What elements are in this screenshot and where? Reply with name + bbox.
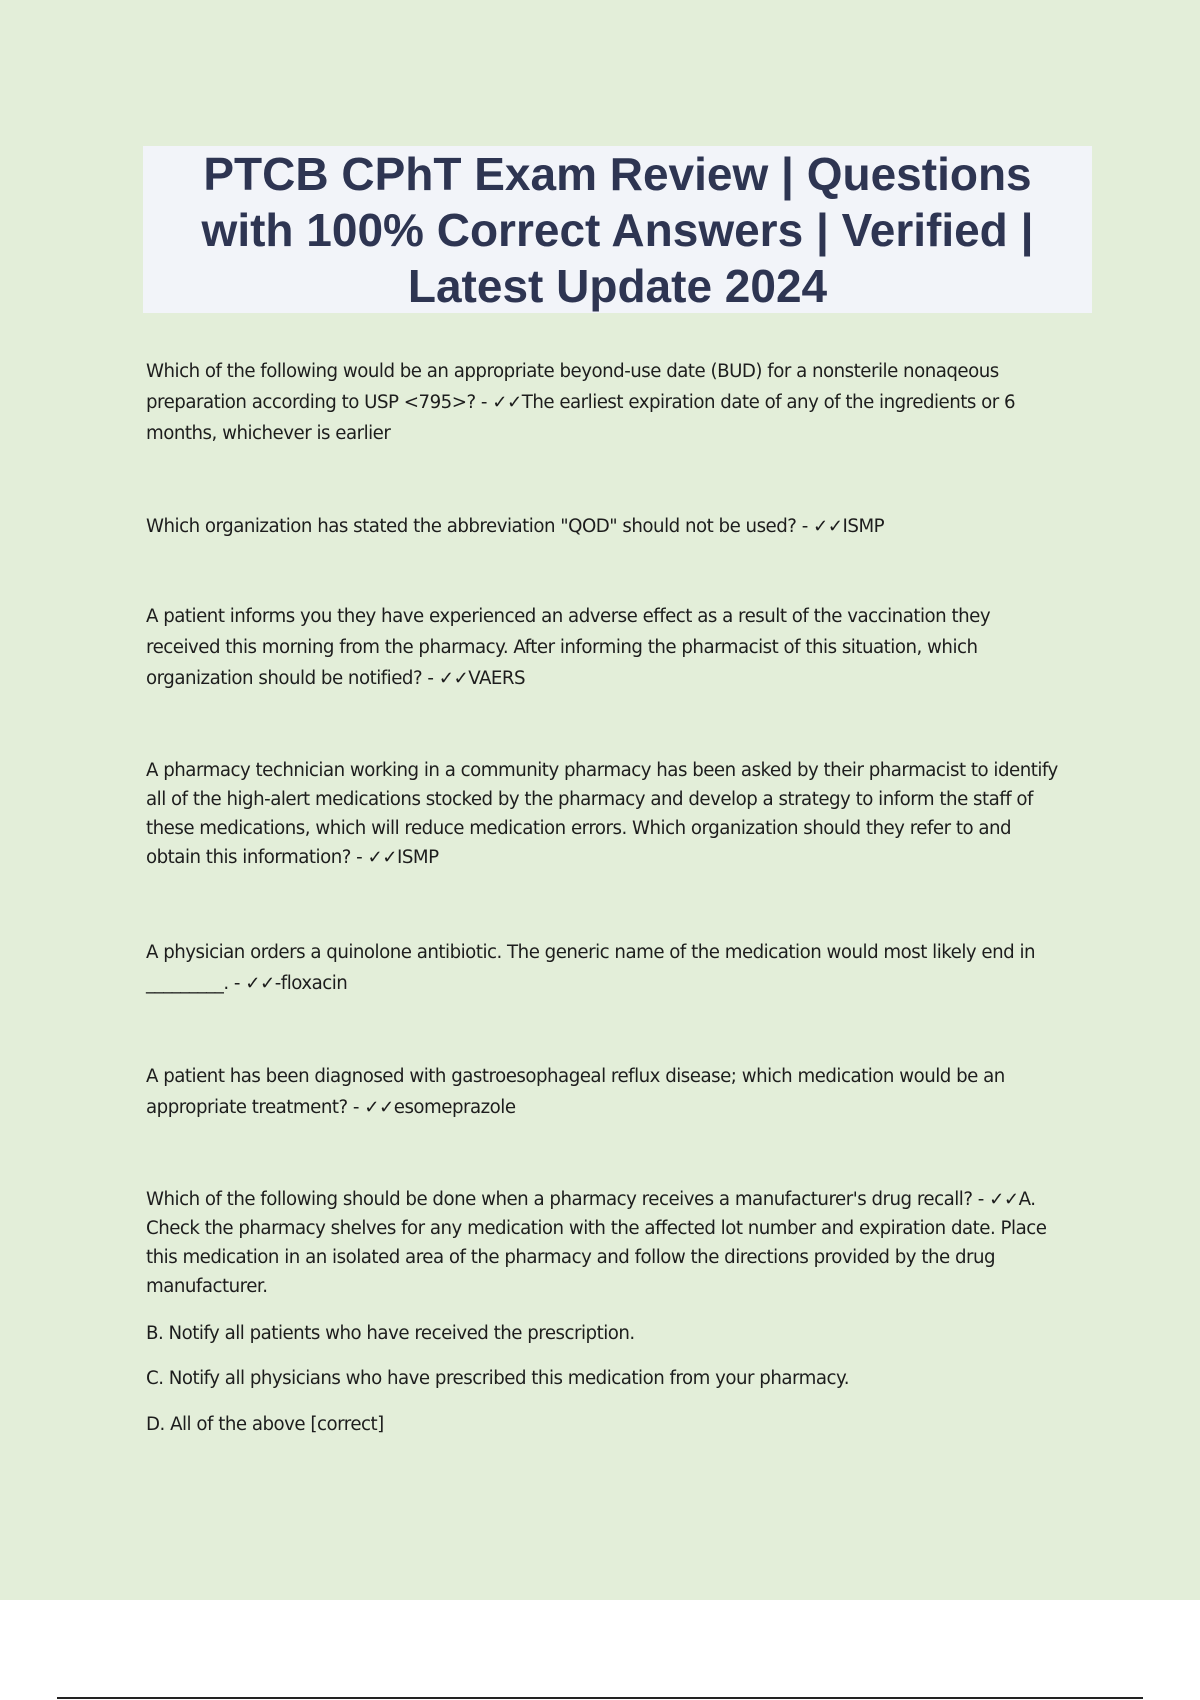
- text-line: received this morning from the pharmacy. After informing the pharmacist of this situation, which: [146, 637, 978, 658]
- text-line: manufacturer.: [146, 1276, 268, 1297]
- answer-option-b: B. Notify all patients who have received the prescription.: [146, 1323, 635, 1344]
- document-title-line-1: PTCB CPhT Exam Review | Questions: [203, 147, 1032, 200]
- text-line: appropriate treatment? - ✓✓esomeprazole: [146, 1097, 516, 1118]
- question-answer-item: [146, 1061, 1096, 1123]
- answer-option-d: D. All of the above [correct]: [146, 1414, 384, 1435]
- question-answer-item: [146, 356, 1096, 449]
- text-line: organization should be notified? - ✓✓VAERS: [146, 668, 526, 689]
- text-line: this medication in an isolated area of the pharmacy and follow the directions provided by the drug: [146, 1247, 996, 1268]
- document-title-line-2: with 100% Correct Answers | Verified |: [201, 203, 1034, 256]
- text-line: A physician orders a quinolone antibiotic. The generic name of the medication would most likely end in: [146, 942, 1036, 963]
- text-line: months, whichever is earlier: [146, 423, 391, 444]
- question-answer-item: [146, 511, 1096, 542]
- text-line: these medications, which will reduce medication errors. Which organization should they refer to and: [146, 818, 1012, 839]
- text-line: preparation according to USP <795>? - ✓✓The earliest expiration date of any of the ingredients or 6: [146, 392, 1016, 413]
- text-line: obtain this information? - ✓✓ISMP: [146, 847, 439, 868]
- answer-option-c: C. Notify all physicians who have prescribed this medication from your pharmacy.: [146, 1368, 849, 1389]
- text-line: A patient has been diagnosed with gastroesophageal reflux disease; which medication would be an: [146, 1066, 1005, 1087]
- text-line: Which of the following should be done when a pharmacy receives a manufacturer's drug recall? - ✓✓A.: [146, 1189, 1036, 1210]
- question-answer-item: [146, 937, 1096, 999]
- question-answer-item: [146, 1185, 1096, 1301]
- title-banner: [143, 146, 1092, 313]
- question-answer-item: [146, 756, 1096, 872]
- text-line: Which organization has stated the abbreviation "QOD" should not be used? - ✓✓ISMP: [146, 516, 885, 537]
- text-line: _________. - ✓✓-floxacin: [146, 973, 348, 994]
- text-line: A patient informs you they have experienced an adverse effect as a result of the vaccination they: [146, 606, 991, 627]
- text-line: Check the pharmacy shelves for any medication with the affected lot number and expiration date. Place: [146, 1218, 1047, 1239]
- footer-divider: [57, 1697, 1143, 1699]
- question-answer-item: [146, 601, 1096, 694]
- text-line: Which of the following would be an appropriate beyond-use date (BUD) for a nonsterile nonaqeous: [146, 361, 999, 382]
- text-line: A pharmacy technician working in a community pharmacy has been asked by their pharmacist to identify: [146, 760, 1058, 781]
- text-line: all of the high-alert medications stocked by the pharmacy and develop a strategy to inform the staff of: [146, 789, 1033, 810]
- document-title-line-3: Latest Update 2024: [407, 259, 828, 312]
